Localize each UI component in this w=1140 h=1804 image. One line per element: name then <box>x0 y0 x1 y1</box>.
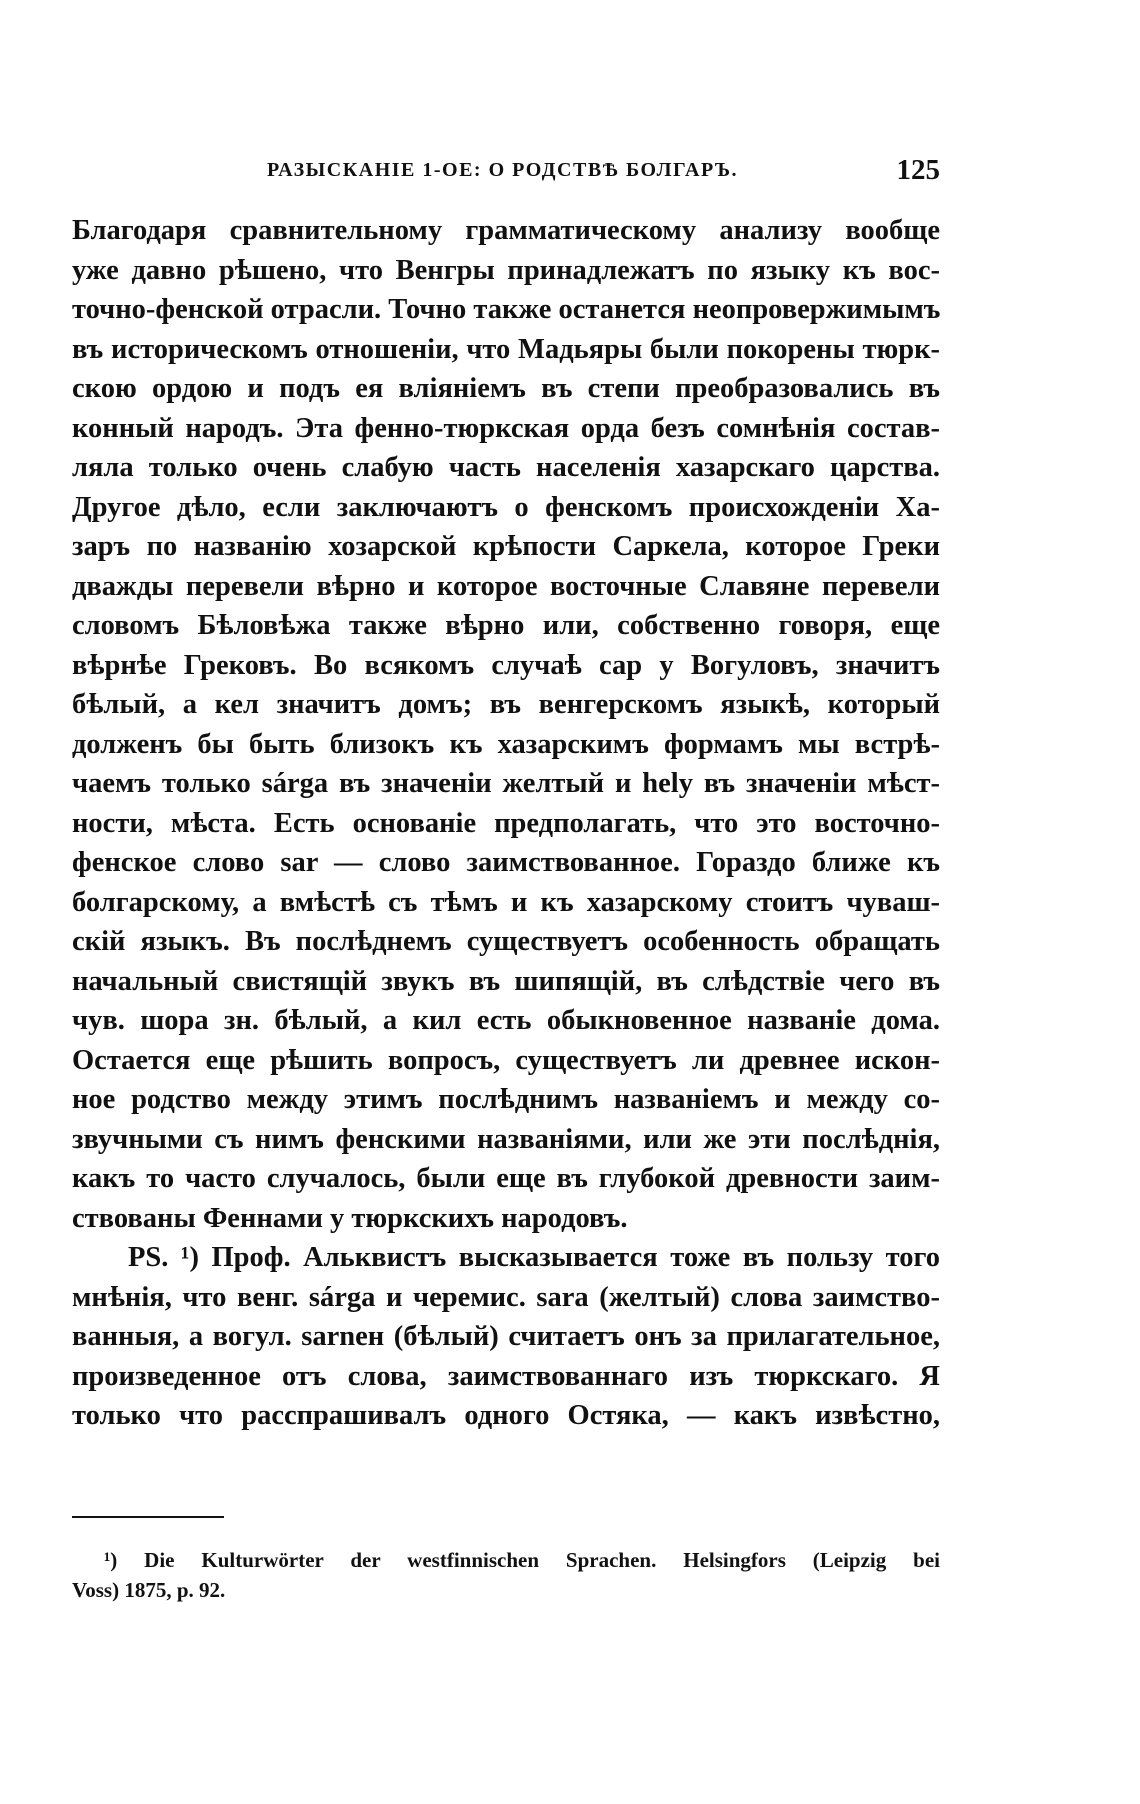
text-line: въ историческомъ отношеніи, что Мадьяры были покорены тюрк- <box>72 333 940 365</box>
text-line: бѣлый, а кел значитъ домъ; въ венгерскомъ языкѣ, который <box>72 689 940 720</box>
text-line: точно-фенской отрасли. Точно также останется неопровержимымъ <box>72 294 940 325</box>
main-text <box>72 211 940 1436</box>
text-line: уже давно рѣшено, что Венгры принадлежатъ по языку къ вос- <box>72 254 940 286</box>
text-line: мнѣнія, что венг. sárga и черемис. sara (желтый) слова заимство- <box>72 1281 940 1313</box>
footnote-line: Voss) 1875, p. 92. <box>72 1578 226 1602</box>
text-line: болгарскому, а вмѣстѣ съ тѣмъ и къ хазарскому стоитъ чуваш- <box>72 886 940 918</box>
text-line: PS. ¹) Проф. Альквистъ высказывается тоже въ пользу того <box>128 1242 940 1273</box>
footnote <box>72 1545 940 1605</box>
footnote-line: ¹) Die Kulturwörter der westfinnischen Sprachen. Helsingfors (Leipzig bei <box>104 1548 940 1572</box>
page-number: 125 <box>896 154 940 186</box>
text-line: начальный свистящій звукъ въ шипящій, въ слѣдствіе чего въ <box>72 965 940 997</box>
text-line: словомъ Бѣловѣжа также вѣрно или, собственно говоря, еще <box>72 610 940 641</box>
text-line: ное родство между этимъ послѣднимъ названіемъ и между со- <box>72 1084 940 1115</box>
text-line: Остается еще рѣшить вопросъ, существуетъ ли древнее искон- <box>72 1044 940 1076</box>
text-line: скою ордою и подъ ея вліяніемъ въ степи преобразовались въ <box>72 373 940 404</box>
text-line: только что расспрашивалъ одного Остяка, — какъ извѣстно, <box>72 1400 940 1431</box>
text-line: ствованы Феннами у тюркскихъ народовъ. <box>72 1202 628 1234</box>
text-line: заръ по названію хозарской крѣпости Саркела, которое Греки <box>72 531 940 562</box>
text-line: какъ то часто случалось, были еще въ глубокой древности заим- <box>72 1163 940 1194</box>
text-line: ляла только очень слабую часть населенія хазарскаго царства. <box>72 452 940 483</box>
text-line: Благодаря сравнительному грамматическому анализу вообще <box>72 215 940 246</box>
text-line: Другое дѣло, если заключаютъ о фенскомъ происхожденіи Ха- <box>72 491 940 523</box>
text-line: чаемъ только sárga въ значеніи желтый и hely въ значеніи мѣст- <box>72 768 940 799</box>
text-line: долженъ бы быть близокъ къ хазарскимъ формамъ мы встрѣ- <box>72 728 940 760</box>
text-line: конный народъ. Эта фенно-тюркская орда безъ сомнѣнія состав- <box>72 412 940 444</box>
text-line: произведенное отъ слова, заимствованнаго изъ тюркскаго. Я <box>72 1360 940 1392</box>
footnote-rule <box>72 1516 224 1518</box>
text-line: звучными съ нимъ фенскими названіями, или же эти послѣднія, <box>72 1123 940 1155</box>
running-head: РАЗЫСКАНІЕ 1-ОЕ: О РОДСТВѢ БОЛГАРЪ. <box>267 159 739 181</box>
page-header <box>72 150 940 190</box>
text-line: чув. шора зн. бѣлый, а кил есть обыкновенное названіе дома. <box>72 1005 940 1036</box>
text-line: дважды перевели вѣрно и которое восточные Славяне перевели <box>72 570 940 602</box>
text-line: ности, мѣста. Есть основаніе предполагать, что это восточно- <box>72 807 940 839</box>
text-line: скій языкъ. Въ послѣднемъ существуетъ особенность обращать <box>72 926 940 957</box>
text-line: ванныя, а вогул. sarnен (бѣлый) считаетъ онъ за прилагательное, <box>72 1321 940 1352</box>
text-line: фенское слово sar — слово заимствованное. Гораздо ближе къ <box>72 847 940 878</box>
text-line: вѣрнѣе Грековъ. Во всякомъ случаѣ сар у Вогуловъ, значитъ <box>72 649 940 681</box>
